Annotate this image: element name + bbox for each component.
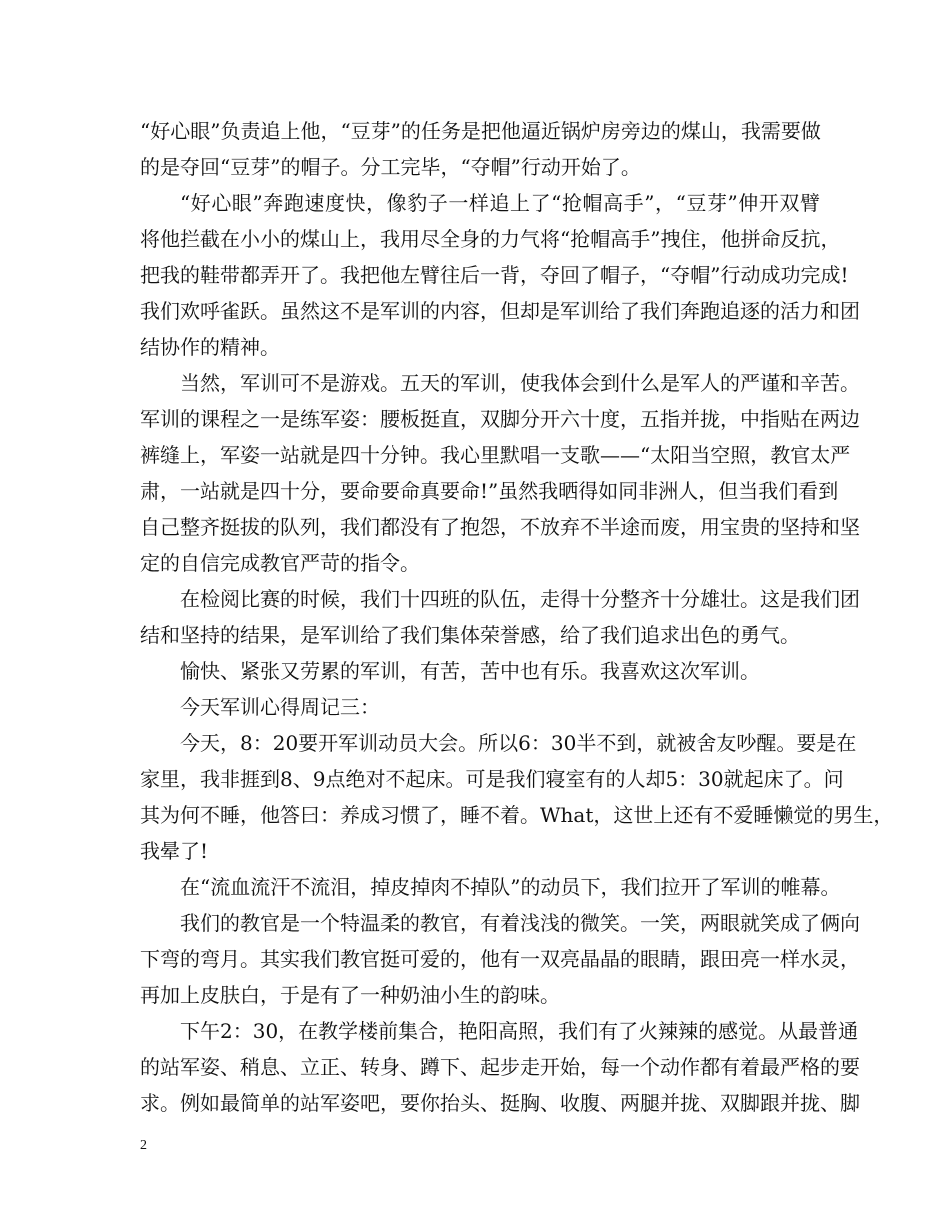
text-line: 肃，一站就是四十分，要命要命真要命!”虽然我晒得如同非洲人，但当我们看到 [140,479,839,503]
text-line: 军训的课程之一是练军姿：腰板挺直，双脚分开六十度，五指并拢，中指贴在两边 [140,407,860,431]
text-line: 把我的鞋带都弄开了。我把他左臂往后一背，夺回了帽子，“夺帽”行动成功完成! [140,263,849,287]
text-line: 下午2：30，在教学楼前集合，艳阳高照，我们有了火辣辣的感觉。从最普通 [180,1019,859,1043]
text-line: “好心眼”奔跑速度快，像豹子一样追上了“抢帽高手”，“豆芽”伸开双臂 [180,191,820,215]
text-line: 结和坚持的结果，是军训给了我们集体荣誉感，给了我们追求出色的勇气。 [140,623,800,647]
text-line: 的是夺回“豆芽”的帽子。分工完毕，“夺帽”行动开始了。 [140,155,641,179]
text-line: 在“流血流汗不流泪，掉皮掉肉不掉队”的动员下，我们拉开了军训的帷幕。 [180,875,841,899]
text-line: 我晕了! [140,839,209,863]
text-line: 今天，8：20要开军训动员大会。所以6：30半不到，就被舍友吵醒。要是在 [180,731,857,755]
text-line: 定的自信完成教官严苛的指令。 [140,551,420,575]
text-line: 结协作的精神。 [140,335,280,359]
text-line: 家里，我非捱到8、9点绝对不起床。可是我们寝室有的人却5：30就起床了。问 [140,767,844,791]
text-line: 愉快、紧张又劳累的军训，有苦，苦中也有乐。我喜欢这次军训。 [180,659,760,683]
text-line: 下弯的弯月。其实我们教官挺可爱的，他有一双亮晶晶的眼睛，跟田亮一样水灵， [140,947,860,971]
body-text [140,113,894,1121]
text-line: 将他拦截在小小的煤山上，我用尽全身的力气将“抢帽高手”拽住，他拼命反抗， [140,227,841,251]
text-line: 我们的教官是一个特温柔的教官，有着浅浅的微笑。一笑，两眼就笑成了俩向 [180,911,860,935]
text-line: 求。例如最简单的站军姿吧，要你抬头、挺胸、收腹、两腿并拢、双脚跟并拢、脚 [140,1091,860,1115]
text-line: 再加上皮肤白，于是有了一种奶油小生的韵味。 [140,983,560,1007]
text-line: 当然，军训可不是游戏。五天的军训，使我体会到什么是军人的严谨和辛苦。 [180,371,860,395]
text-line: 的站军姿、稍息、立正、转身、蹲下、起步走开始，每一个动作都有着最严格的要 [140,1055,860,1079]
page-number: 2 [140,1138,147,1153]
text-line: “好心眼”负责追上他，“豆芽”的任务是把他逼近锅炉房旁边的煤山，我需要做 [140,119,821,143]
text-line: 在检阅比赛的时候，我们十四班的队伍，走得十分整齐十分雄壮。这是我们团 [180,587,860,611]
section-heading: 今天军训心得周记三： [180,695,380,719]
text-line: 我们欢呼雀跃。虽然这不是军训的内容，但却是军训给了我们奔跑追逐的活力和团 [140,299,860,323]
text-line: 裤缝上，军姿一站就是四十分钟。我心里默唱一支歌——“太阳当空照，教官太严 [140,443,851,467]
text-line: 自己整齐挺拔的队列，我们都没有了抱怨，不放弃不半途而废，用宝贵的坚持和坚 [140,515,860,539]
text-line: 其为何不睡，他答曰：养成习惯了，睡不着。What，这世上还有不爱睡懒觉的男生， [140,803,894,827]
